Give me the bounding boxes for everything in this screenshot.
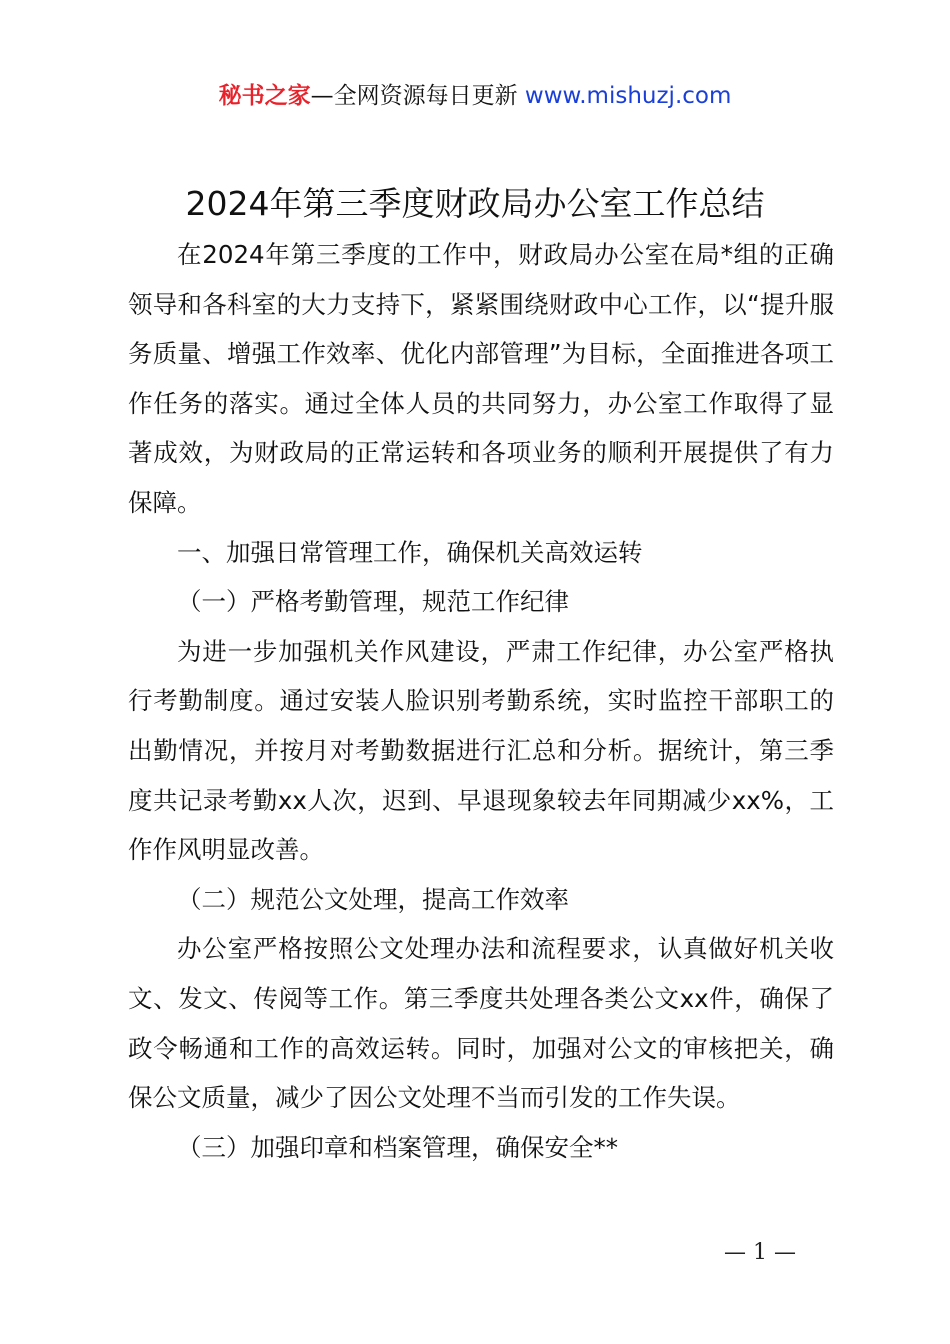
page-number: — 1 —: [724, 1240, 796, 1265]
subsection-heading-3: （三）加强印章和档案管理，确保安全**: [177, 1132, 618, 1162]
site-url: www.mishuzj.com: [524, 83, 732, 109]
subsection-heading-2: （二）规范公文处理，提高工作效率: [177, 884, 569, 914]
subsection-heading-1: （一）严格考勤管理，规范工作纪律: [177, 587, 569, 617]
section-heading-1: 一、加强日常管理工作，确保机关高效运转: [177, 537, 643, 567]
brand-name: 秘书之家: [218, 83, 311, 109]
document-title: 2024年第三季度财政局办公室工作总结: [185, 184, 765, 223]
body-paragraph: 为进一步加强机关作风建设，严肃工作纪律，办公室严格执行考勤制度。通过安装人脸识别考勤系统，实时监控干部职工的出勤情况，并按月对考勤数据进行汇总和分析。据统计，第三季度共记录考勤xx人次，迟到、早退现象较去年同期减少xx%，工作作风明显改善。: [128, 636, 834, 865]
body-paragraph: 办公室严格按照公文处理办法和流程要求，认真做好机关收文、发文、传阅等工作。第三季度共处理各类公文xx件，确保了政令畅通和工作的高效运转。同时，加强对公文的审核把关，确保公文质量，减少了因公文处理不当而引发的工作失误。: [128, 934, 834, 1113]
document-body: [128, 230, 834, 1172]
header-tagline: —全网资源每日更新: [310, 83, 525, 109]
intro-paragraph: 在2024年第三季度的工作中，财政局办公室在局*组的正确领导和各科室的大力支持下，紧紧围绕财政中心工作，以“提升服务质量、增强工作效率、优化内部管理”为目标，全面推进各项工作任务的落实。通过全体人员的共同努力，办公室工作取得了显著成效，为财政局的正常运转和各项业务的顺利开展提供了有力保障。: [128, 240, 834, 517]
site-header: [0, 80, 950, 112]
